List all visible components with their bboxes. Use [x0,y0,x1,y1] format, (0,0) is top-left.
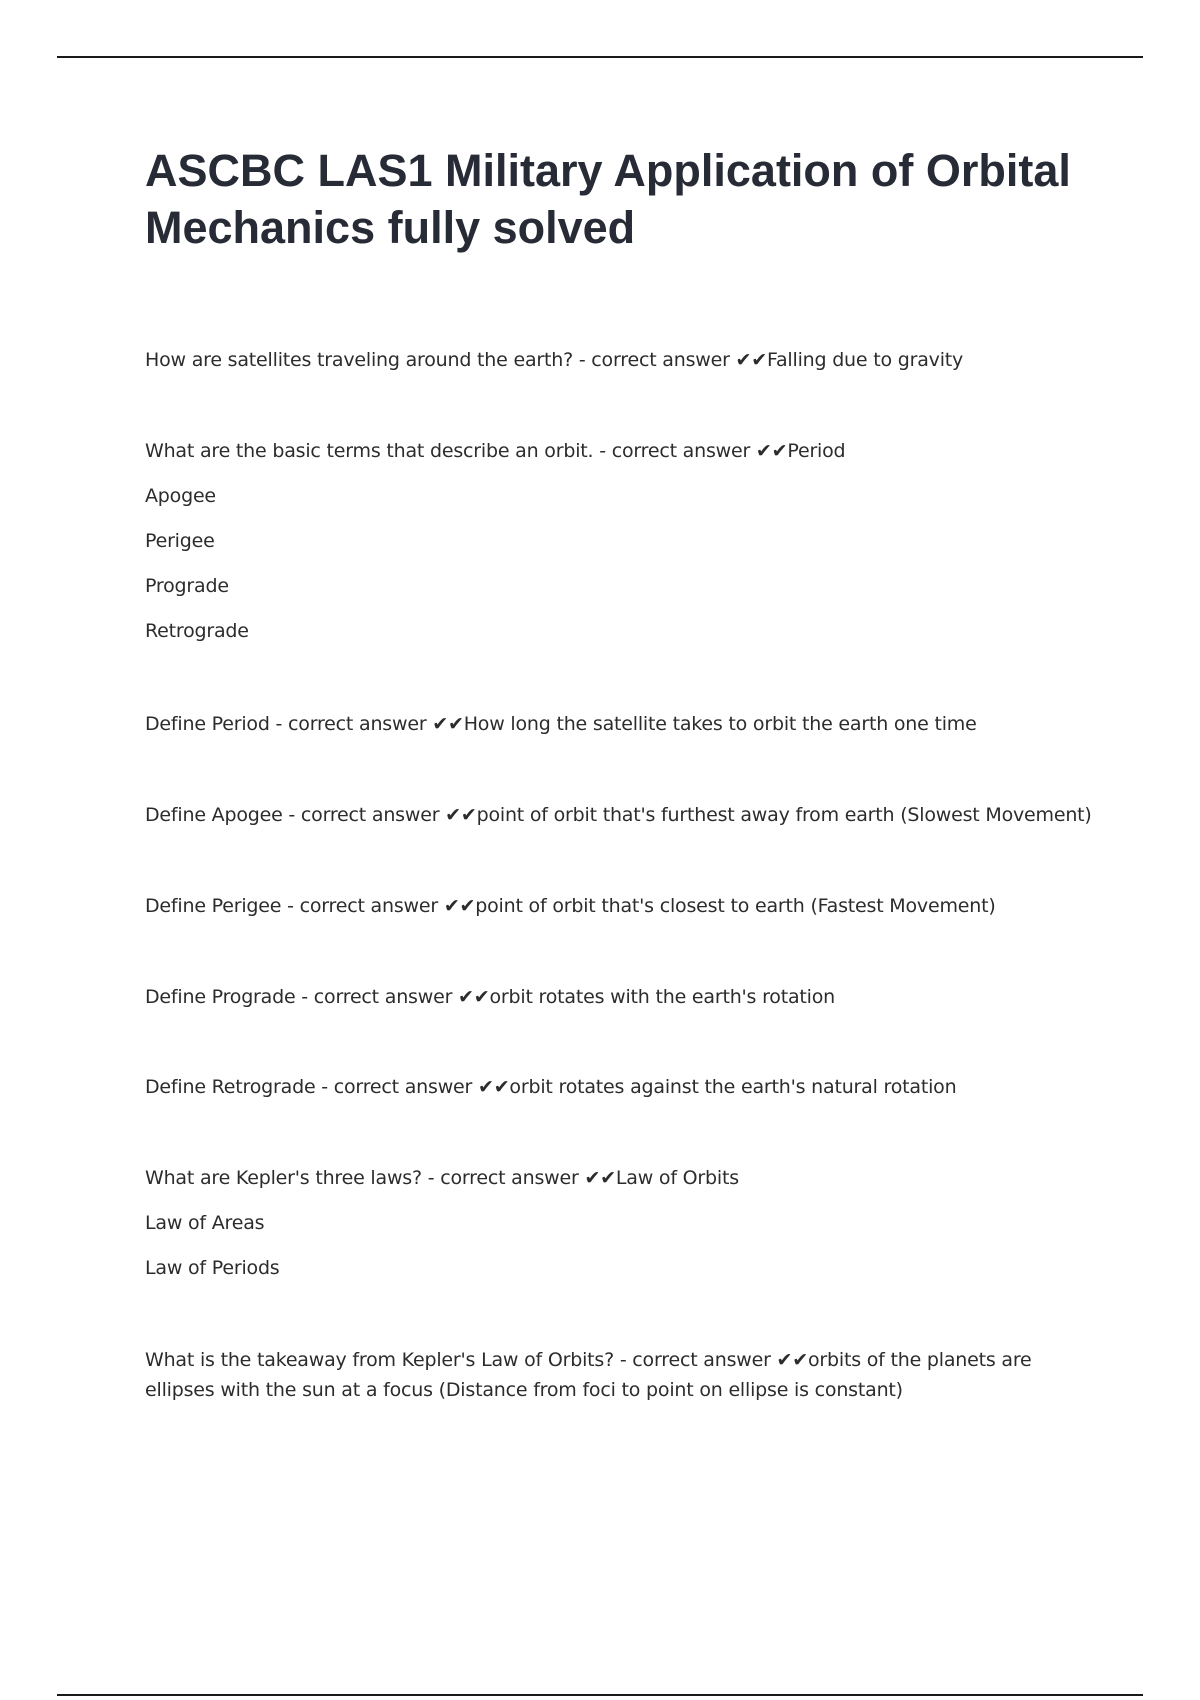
qa-extra-line: Prograde [145,575,229,597]
qa-text: Define Perigee - correct answer ✔✔point of orbit that's closest to earth (Fastest Movement) [145,895,996,917]
qa-item-3 [145,709,1095,739]
qa-text: What is the takeaway from Kepler's Law of Orbits? - correct answer ✔✔orbits of the planets are ellipses with the sun at a focus (Distance from foci to point on ellipse is constant) [145,1349,1032,1401]
qa-extra-line: Apogee [145,485,216,507]
page-title: ASCBC LAS1 Military Application of Orbital Mechanics fully solved [145,145,1071,253]
qa-text: Define Prograde - correct answer ✔✔orbit rotates with the earth's rotation [145,986,835,1008]
qa-item-9 [145,1345,1095,1405]
qa-item-1 [145,345,1095,375]
qa-text: Define Period - correct answer ✔✔How long the satellite takes to orbit the earth one time [145,713,977,735]
qa-item-2 [145,436,1095,646]
qa-item-7 [145,1072,1095,1102]
qa-text: Define Apogee - correct answer ✔✔point of orbit that's furthest away from earth (Slowest Movement) [145,804,1092,826]
qa-extra-line: Retrograde [145,620,249,642]
qa-item-6 [145,982,1095,1012]
qa-text: Define Retrograde - correct answer ✔✔orbit rotates against the earth's natural rotation [145,1076,957,1098]
bottom-rule [57,1694,1143,1696]
qa-extra-line: Law of Periods [145,1257,280,1279]
qa-item-5 [145,891,1095,921]
qa-extra-line: Law of Areas [145,1212,265,1234]
top-rule [57,56,1143,58]
qa-text: How are satellites traveling around the earth? - correct answer ✔✔Falling due to gravity [145,349,964,371]
qa-item-8 [145,1163,1095,1283]
qa-text: What are Kepler's three laws? - correct answer ✔✔Law of Orbits [145,1167,739,1189]
qa-item-4 [145,800,1095,830]
qa-text: What are the basic terms that describe an orbit. - correct answer ✔✔Period [145,440,846,462]
qa-extra-line: Perigee [145,530,215,552]
